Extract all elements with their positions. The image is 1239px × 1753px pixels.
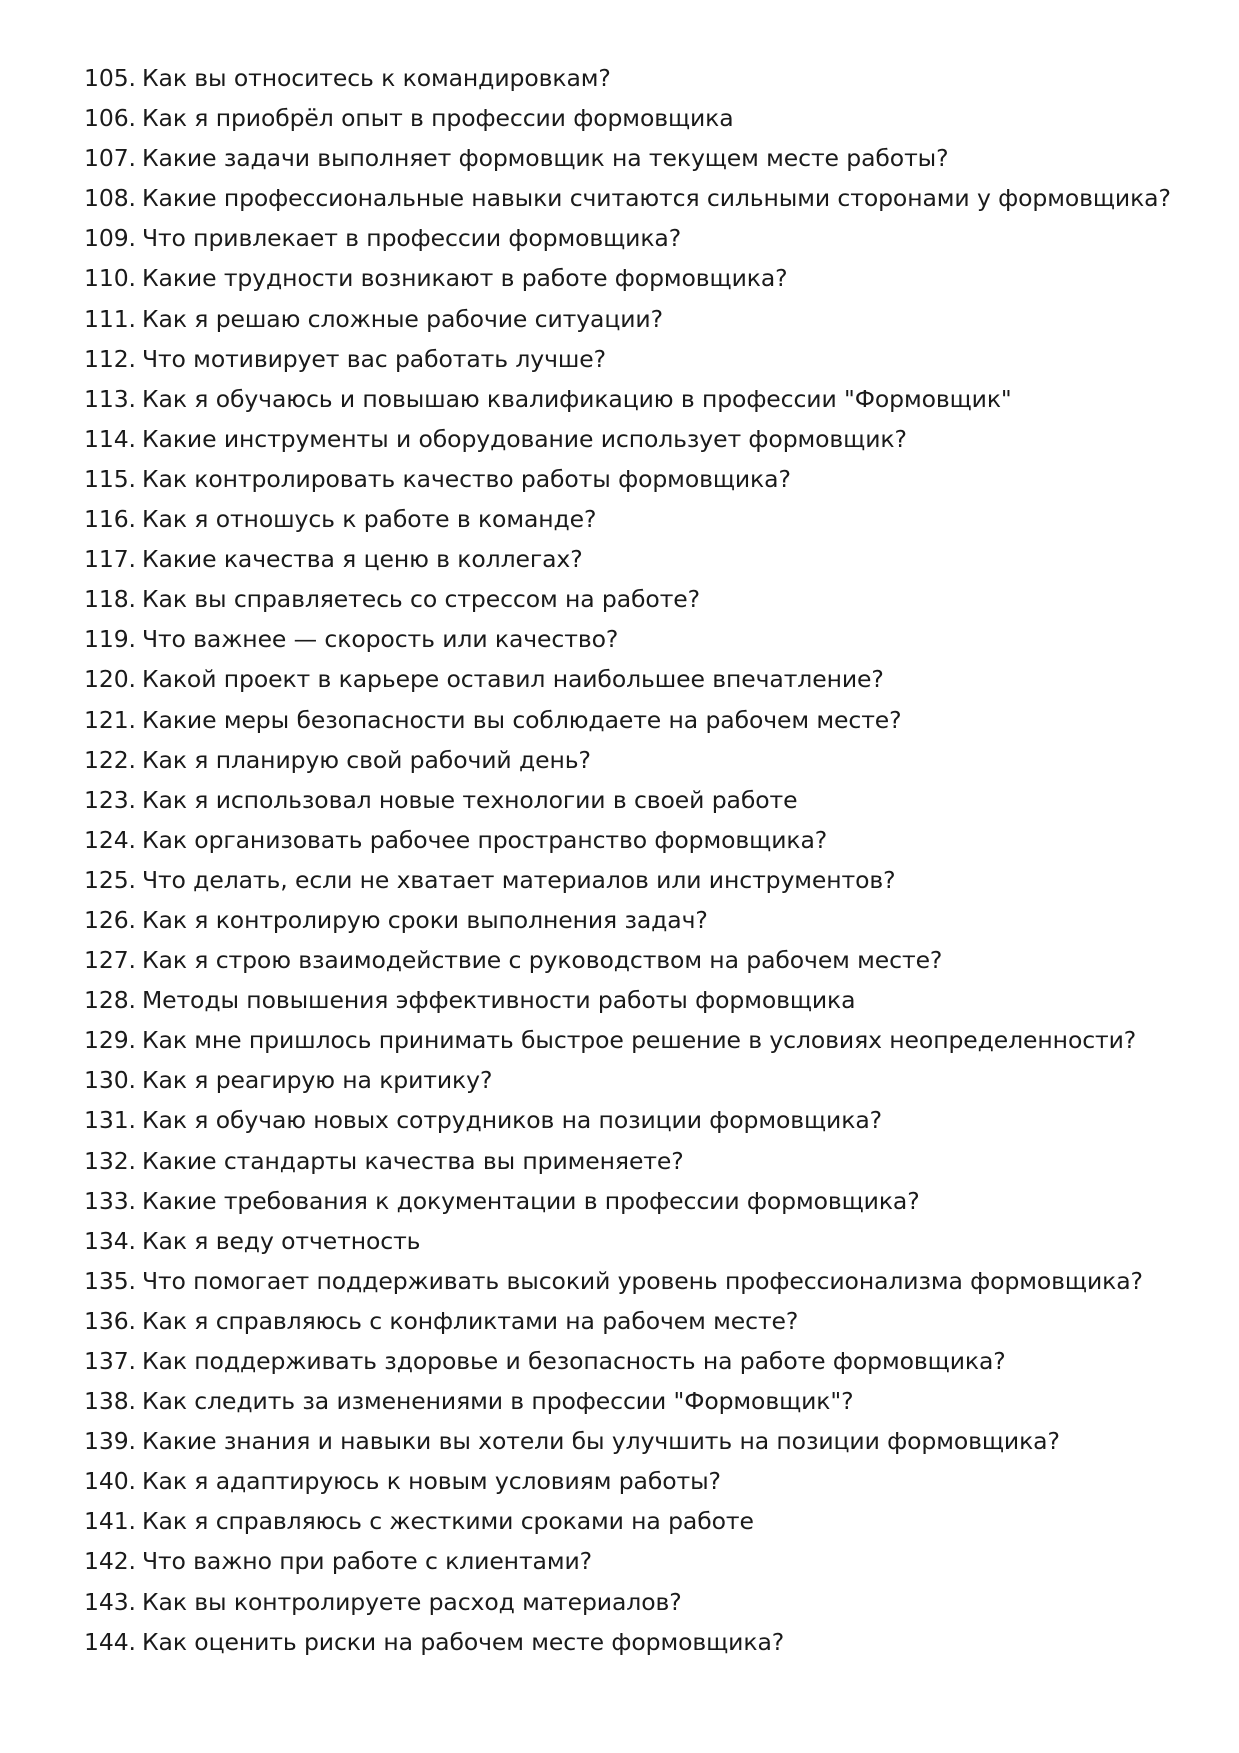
question-number: 106. bbox=[84, 104, 136, 133]
question-number: 115. bbox=[84, 464, 136, 493]
question-number: 109. bbox=[84, 224, 136, 253]
question-item bbox=[84, 619, 1204, 659]
question-item bbox=[84, 1501, 1204, 1541]
question-number: 140. bbox=[84, 1467, 136, 1496]
question-text: Как я строю взаимодействие с руководством на рабочем месте? bbox=[141, 946, 943, 975]
question-item bbox=[84, 940, 1204, 980]
question-item bbox=[84, 1261, 1204, 1301]
question-item bbox=[84, 299, 1204, 339]
question-text: Что мотивирует вас работать лучше? bbox=[141, 344, 606, 373]
question-item bbox=[84, 980, 1204, 1020]
question-item bbox=[84, 1541, 1204, 1581]
question-item bbox=[84, 218, 1204, 258]
question-item bbox=[84, 459, 1204, 499]
question-number: 117. bbox=[84, 545, 136, 574]
question-text: Как я справляюсь с конфликтами на рабочем месте? bbox=[141, 1306, 799, 1335]
question-item bbox=[84, 1622, 1204, 1662]
question-number: 132. bbox=[84, 1146, 136, 1175]
question-item bbox=[84, 1100, 1204, 1140]
question-item bbox=[84, 339, 1204, 379]
question-number: 127. bbox=[84, 946, 136, 975]
question-text: Как я справляюсь с жесткими сроками на работе bbox=[141, 1507, 754, 1536]
question-number: 144. bbox=[84, 1627, 136, 1656]
question-item bbox=[84, 780, 1204, 820]
question-item bbox=[84, 1301, 1204, 1341]
question-number: 118. bbox=[84, 585, 136, 614]
question-number: 119. bbox=[84, 625, 136, 654]
question-text: Какие профессиональные навыки считаются сильными сторонами у формовщика? bbox=[141, 184, 1171, 213]
question-text: Как организовать рабочее пространство формовщика? bbox=[141, 825, 828, 854]
question-text: Какие требования к документации в профессии формовщика? bbox=[141, 1186, 920, 1215]
question-item bbox=[84, 740, 1204, 780]
question-item bbox=[84, 1221, 1204, 1261]
question-number: 107. bbox=[84, 144, 136, 173]
question-number: 121. bbox=[84, 705, 136, 734]
question-number: 116. bbox=[84, 505, 136, 534]
question-number: 125. bbox=[84, 865, 136, 894]
question-number: 133. bbox=[84, 1186, 136, 1215]
question-text: Какой проект в карьере оставил наибольшее впечатление? bbox=[141, 665, 884, 694]
question-text: Что важно при работе с клиентами? bbox=[141, 1547, 593, 1576]
question-item bbox=[84, 1381, 1204, 1421]
question-item bbox=[84, 419, 1204, 459]
question-number: 134. bbox=[84, 1226, 136, 1255]
question-text: Как я обучаю новых сотрудников на позиции формовщика? bbox=[141, 1106, 882, 1135]
question-text: Как вы контролируете расход материалов? bbox=[141, 1587, 682, 1616]
question-text: Как я использовал новые технологии в своей работе bbox=[141, 785, 798, 814]
question-number: 120. bbox=[84, 665, 136, 694]
question-number: 142. bbox=[84, 1547, 136, 1576]
question-item bbox=[84, 58, 1204, 98]
question-text: Как я решаю сложные рабочие ситуации? bbox=[141, 304, 663, 333]
question-text: Как я веду отчетность bbox=[141, 1226, 421, 1255]
question-number: 122. bbox=[84, 745, 136, 774]
question-item bbox=[84, 258, 1204, 298]
question-text: Как контролировать качество работы формовщика? bbox=[141, 464, 791, 493]
question-number: 131. bbox=[84, 1106, 136, 1135]
question-item bbox=[84, 499, 1204, 539]
question-number: 141. bbox=[84, 1507, 136, 1536]
question-text: Какие знания и навыки вы хотели бы улучшить на позиции формовщика? bbox=[141, 1427, 1060, 1456]
question-text: Как поддерживать здоровье и безопасность на работе формовщика? bbox=[141, 1347, 1006, 1375]
question-number: 113. bbox=[84, 384, 136, 413]
question-number: 143. bbox=[84, 1587, 136, 1616]
question-item bbox=[84, 98, 1204, 138]
question-number: 123. bbox=[84, 785, 136, 814]
question-text: Как я приобрёл опыт в профессии формовщика bbox=[141, 104, 734, 133]
question-item bbox=[84, 138, 1204, 178]
question-text: Что делать, если не хватает материалов или инструментов? bbox=[141, 865, 896, 894]
question-text: Что привлекает в профессии формовщика? bbox=[141, 224, 682, 253]
question-text: Как я отношусь к работе в команде? bbox=[141, 505, 597, 534]
question-text: Как я адаптируюсь к новым условиям работы? bbox=[141, 1467, 721, 1496]
question-text: Как я планирую свой рабочий день? bbox=[141, 745, 591, 774]
question-item bbox=[84, 700, 1204, 740]
question-text: Какие инструменты и оборудование использует формовщик? bbox=[141, 424, 907, 453]
question-item bbox=[84, 860, 1204, 900]
question-text: Как следить за изменениями в профессии "Формовщик"? bbox=[141, 1387, 854, 1416]
question-text: Как вы относитесь к командировкам? bbox=[141, 64, 611, 92]
question-item bbox=[84, 1461, 1204, 1501]
question-text: Как я контролирую сроки выполнения задач? bbox=[141, 905, 708, 934]
question-number: 128. bbox=[84, 986, 136, 1015]
question-text: Какие трудности возникают в работе формовщика? bbox=[141, 264, 788, 293]
question-item bbox=[84, 1181, 1204, 1221]
question-text: Какие качества я ценю в коллегах? bbox=[141, 545, 583, 574]
question-number: 139. bbox=[84, 1427, 136, 1456]
question-item bbox=[84, 1341, 1204, 1381]
question-text: Как мне пришлось принимать быстрое решение в условиях неопределенности? bbox=[141, 1026, 1137, 1055]
question-number: 110. bbox=[84, 264, 136, 293]
question-item bbox=[84, 379, 1204, 419]
question-text: Как я реагирую на критику? bbox=[141, 1066, 493, 1095]
question-number: 129. bbox=[84, 1026, 136, 1055]
question-number: 105. bbox=[84, 64, 136, 92]
question-number: 126. bbox=[84, 905, 136, 934]
question-number: 124. bbox=[84, 825, 136, 854]
question-number: 138. bbox=[84, 1387, 136, 1416]
question-text: Методы повышения эффективности работы формовщика bbox=[141, 986, 856, 1015]
question-text: Как вы справляетесь со стрессом на работе? bbox=[141, 585, 701, 614]
question-text: Что важнее — скорость или качество? bbox=[141, 625, 619, 654]
question-item bbox=[84, 1421, 1204, 1461]
question-text: Как оценить риски на рабочем месте формовщика? bbox=[141, 1627, 785, 1656]
question-item bbox=[84, 178, 1204, 218]
question-text: Как я обучаюсь и повышаю квалификацию в профессии "Формовщик" bbox=[141, 384, 1012, 413]
question-item bbox=[84, 1141, 1204, 1181]
question-number: 137. bbox=[84, 1347, 136, 1375]
question-text: Какие задачи выполняет формовщик на текущем месте работы? bbox=[141, 144, 949, 173]
question-item bbox=[84, 1060, 1204, 1100]
question-text: Что помогает поддерживать высокий уровень профессионализма формовщика? bbox=[141, 1266, 1143, 1295]
question-number: 108. bbox=[84, 184, 136, 213]
question-number: 136. bbox=[84, 1306, 136, 1335]
question-item bbox=[84, 579, 1204, 619]
question-text: Какие стандарты качества вы применяете? bbox=[141, 1146, 684, 1175]
question-number: 130. bbox=[84, 1066, 136, 1095]
question-number: 112. bbox=[84, 344, 136, 373]
question-number: 111. bbox=[84, 304, 136, 333]
question-item bbox=[84, 659, 1204, 699]
question-item bbox=[84, 900, 1204, 940]
question-text: Какие меры безопасности вы соблюдаете на рабочем месте? bbox=[141, 705, 902, 734]
question-list bbox=[84, 58, 1204, 1662]
question-item bbox=[84, 1582, 1204, 1622]
question-number: 114. bbox=[84, 424, 136, 453]
question-item bbox=[84, 1020, 1204, 1060]
question-number: 135. bbox=[84, 1266, 136, 1295]
question-item bbox=[84, 820, 1204, 860]
question-item bbox=[84, 539, 1204, 579]
